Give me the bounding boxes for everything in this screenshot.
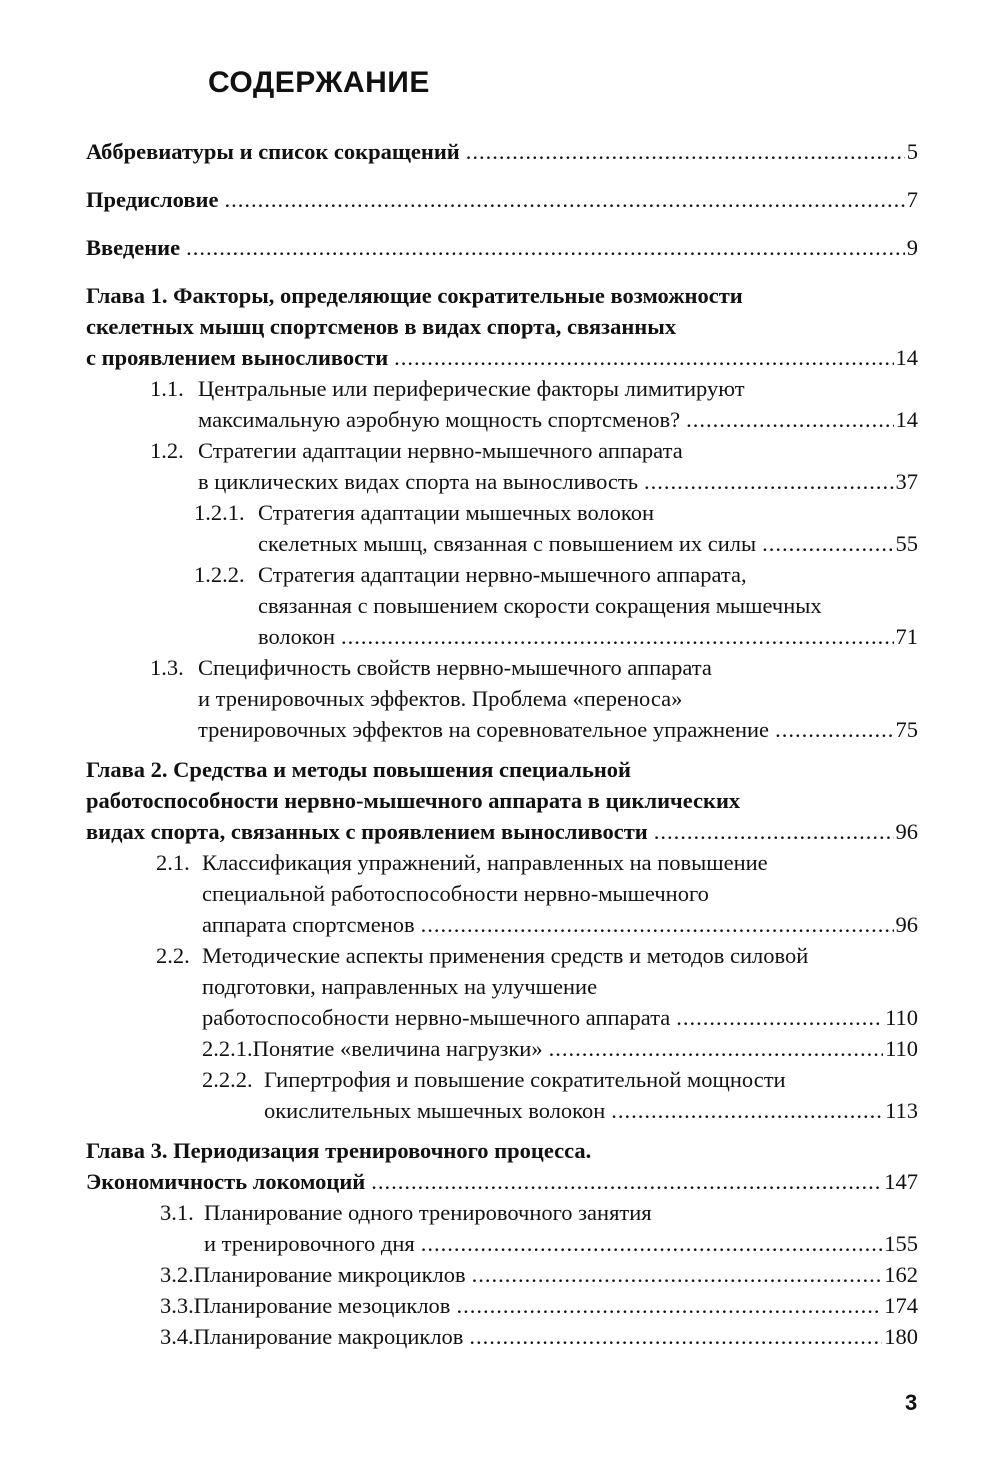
dot-leader [224,184,904,215]
dot-leader [775,714,893,745]
dot-leader [394,342,893,373]
dot-leader [341,621,894,652]
section-number: 3.3. [160,1293,194,1318]
chapter-title-line: видах спорта, связанных с проявлением выносливости [86,819,648,844]
section-title-line: Планирование макроциклов [193,1324,464,1349]
entry-page: 55 [895,531,918,556]
toc-section-2-2[interactable] [86,940,918,1033]
dot-leader [466,136,905,167]
toc-subsection-2-2-1[interactable] [86,1033,918,1064]
dot-leader [371,1166,882,1197]
section-number: 2.2.2. [202,1067,253,1092]
section-number: 1.2.1. [194,500,245,525]
section-title-line: работоспособности нервно-мышечного аппарата [202,1005,671,1030]
entry-title: Введение [86,235,181,260]
section-title-line: Планирование микроциклов [193,1262,466,1287]
entry-title: Аббревиатуры и список сокращений [86,139,460,164]
section-title-line: Стратегии адаптации нервно-мышечного аппарата [198,438,683,463]
dot-leader [762,528,893,559]
toc-entry-abbreviations[interactable] [86,136,918,167]
toc-chapter-3[interactable] [86,1135,918,1197]
section-title-line: волокон [258,624,335,649]
section-title-line: связанная с повышением скорости сокращения мышечных [258,593,822,618]
dot-leader [654,816,894,847]
section-title-line: окислительных мышечных волокон [264,1098,606,1123]
entry-page: 14 [895,345,918,370]
section-number: 3.4. [160,1324,194,1349]
section-title-line: подготовки, направленных на улучшение [202,974,598,999]
dot-leader [644,466,893,497]
section-number: 1.1. [150,376,184,401]
section-number: 2.1. [156,850,190,875]
entry-page: 147 [884,1169,918,1194]
toc-section-3-2[interactable] [86,1259,918,1290]
section-title-line: и тренировочного дня [204,1231,415,1256]
toc-section-1-3[interactable] [86,652,918,745]
toc-chapter-1[interactable] [86,280,918,373]
page-title: СОДЕРЖАНИЕ [208,66,430,99]
entry-page: 96 [895,912,918,937]
toc-subsection-1-2-1[interactable] [86,497,918,559]
dot-leader [472,1259,883,1290]
toc-section-3-4[interactable] [86,1321,918,1352]
section-number: 2.2.1. [202,1036,253,1061]
entry-page: 155 [884,1231,918,1256]
entry-page: 37 [895,469,918,494]
section-title-line: Стратегия адаптации мышечных волокон [258,500,654,525]
toc-subsection-1-2-2[interactable] [86,559,918,652]
section-title-line: Планирование одного тренировочного занятия [204,1200,652,1225]
dot-leader [686,404,893,435]
toc-section-2-1[interactable] [86,847,918,940]
section-number: 3.2. [160,1262,194,1287]
entry-page: 174 [884,1293,918,1318]
entry-page: 9 [906,235,918,260]
chapter-title-line: скелетных мышц спортсменов в видах спорта, связанных [86,314,677,339]
section-number: 1.2. [150,438,184,463]
page-number: 3 [905,1390,918,1415]
toc-subsection-2-2-2[interactable] [86,1064,918,1126]
entry-page: 7 [906,187,918,212]
section-title-line: и тренировочных эффектов. Проблема «переноса» [198,686,683,711]
dot-leader [611,1095,883,1126]
dot-leader [456,1290,882,1321]
entry-page: 96 [895,819,918,844]
section-number: 3.1. [160,1200,194,1225]
toc-section-3-3[interactable] [86,1290,918,1321]
entry-page: 180 [884,1324,918,1349]
section-title-line: Специфичность свойств нервно-мышечного аппарата [198,655,712,680]
section-title-line: Стратегия адаптации нервно-мышечного аппарата, [258,562,747,587]
toc-section-1-2[interactable] [86,435,918,497]
section-title-line: Классификация упражнений, направленных на повышение [202,850,768,875]
chapter-title-line: Глава 3. Периодизация тренировочного процесса. [86,1138,592,1163]
section-title-line: скелетных мышц, связанная с повышением их силы [258,531,757,556]
dot-leader [421,1228,883,1259]
entry-page: 110 [885,1036,918,1061]
entry-title: Предисловие [86,187,219,212]
section-title-line: Методические аспекты применения средств и методов силовой [202,943,809,968]
section-title-line: тренировочных эффектов на соревновательное упражнение [198,717,770,742]
toc-section-3-1[interactable] [86,1197,918,1259]
section-number: 1.2.2. [194,562,245,587]
toc-chapter-2[interactable] [86,754,918,847]
toc-entry-introduction[interactable] [86,232,918,263]
toc-section-1-1[interactable] [86,373,918,435]
chapter-title-line: Экономичность локомоций [86,1169,366,1194]
dot-leader [549,1033,884,1064]
dot-leader [421,909,894,940]
section-title-line: специальной работоспособности нервно-мышечного [202,881,709,906]
section-title-line: в циклических видах спорта на выносливость [198,469,639,494]
entry-page: 75 [895,717,918,742]
chapter-title-line: Глава 2. Средства и методы повышения специальной [86,757,631,782]
section-title-line: максимальную аэробную мощность спортсменов? [198,407,681,432]
section-number: 1.3. [150,655,184,680]
section-title-line: аппарата спортсменов [202,912,415,937]
section-title-line: Понятие «величина нагрузки» [252,1036,543,1061]
entry-page: 14 [895,407,918,432]
chapter-title-line: работоспособности нервно-мышечного аппарата в циклических [86,788,741,813]
entry-page: 110 [885,1005,918,1030]
section-title-line: Центральные или периферические факторы лимитируют [198,376,745,401]
entry-page: 113 [885,1098,918,1123]
dot-leader [676,1002,883,1033]
section-number: 2.2. [156,943,190,968]
chapter-title-line: Глава 1. Факторы, определяющие сократительные возможности [86,283,743,308]
toc-entry-preface[interactable] [86,184,918,215]
entry-page: 5 [906,139,918,164]
dot-leader [469,1321,882,1352]
entry-page: 71 [895,624,918,649]
section-title-line: Планирование мезоциклов [193,1293,451,1318]
dot-leader [186,232,905,263]
table-of-contents [86,136,918,1352]
entry-page: 162 [884,1262,918,1287]
chapter-title-line: с проявлением выносливости [86,345,389,370]
section-title-line: Гипертрофия и повышение сократительной мощности [264,1067,786,1092]
